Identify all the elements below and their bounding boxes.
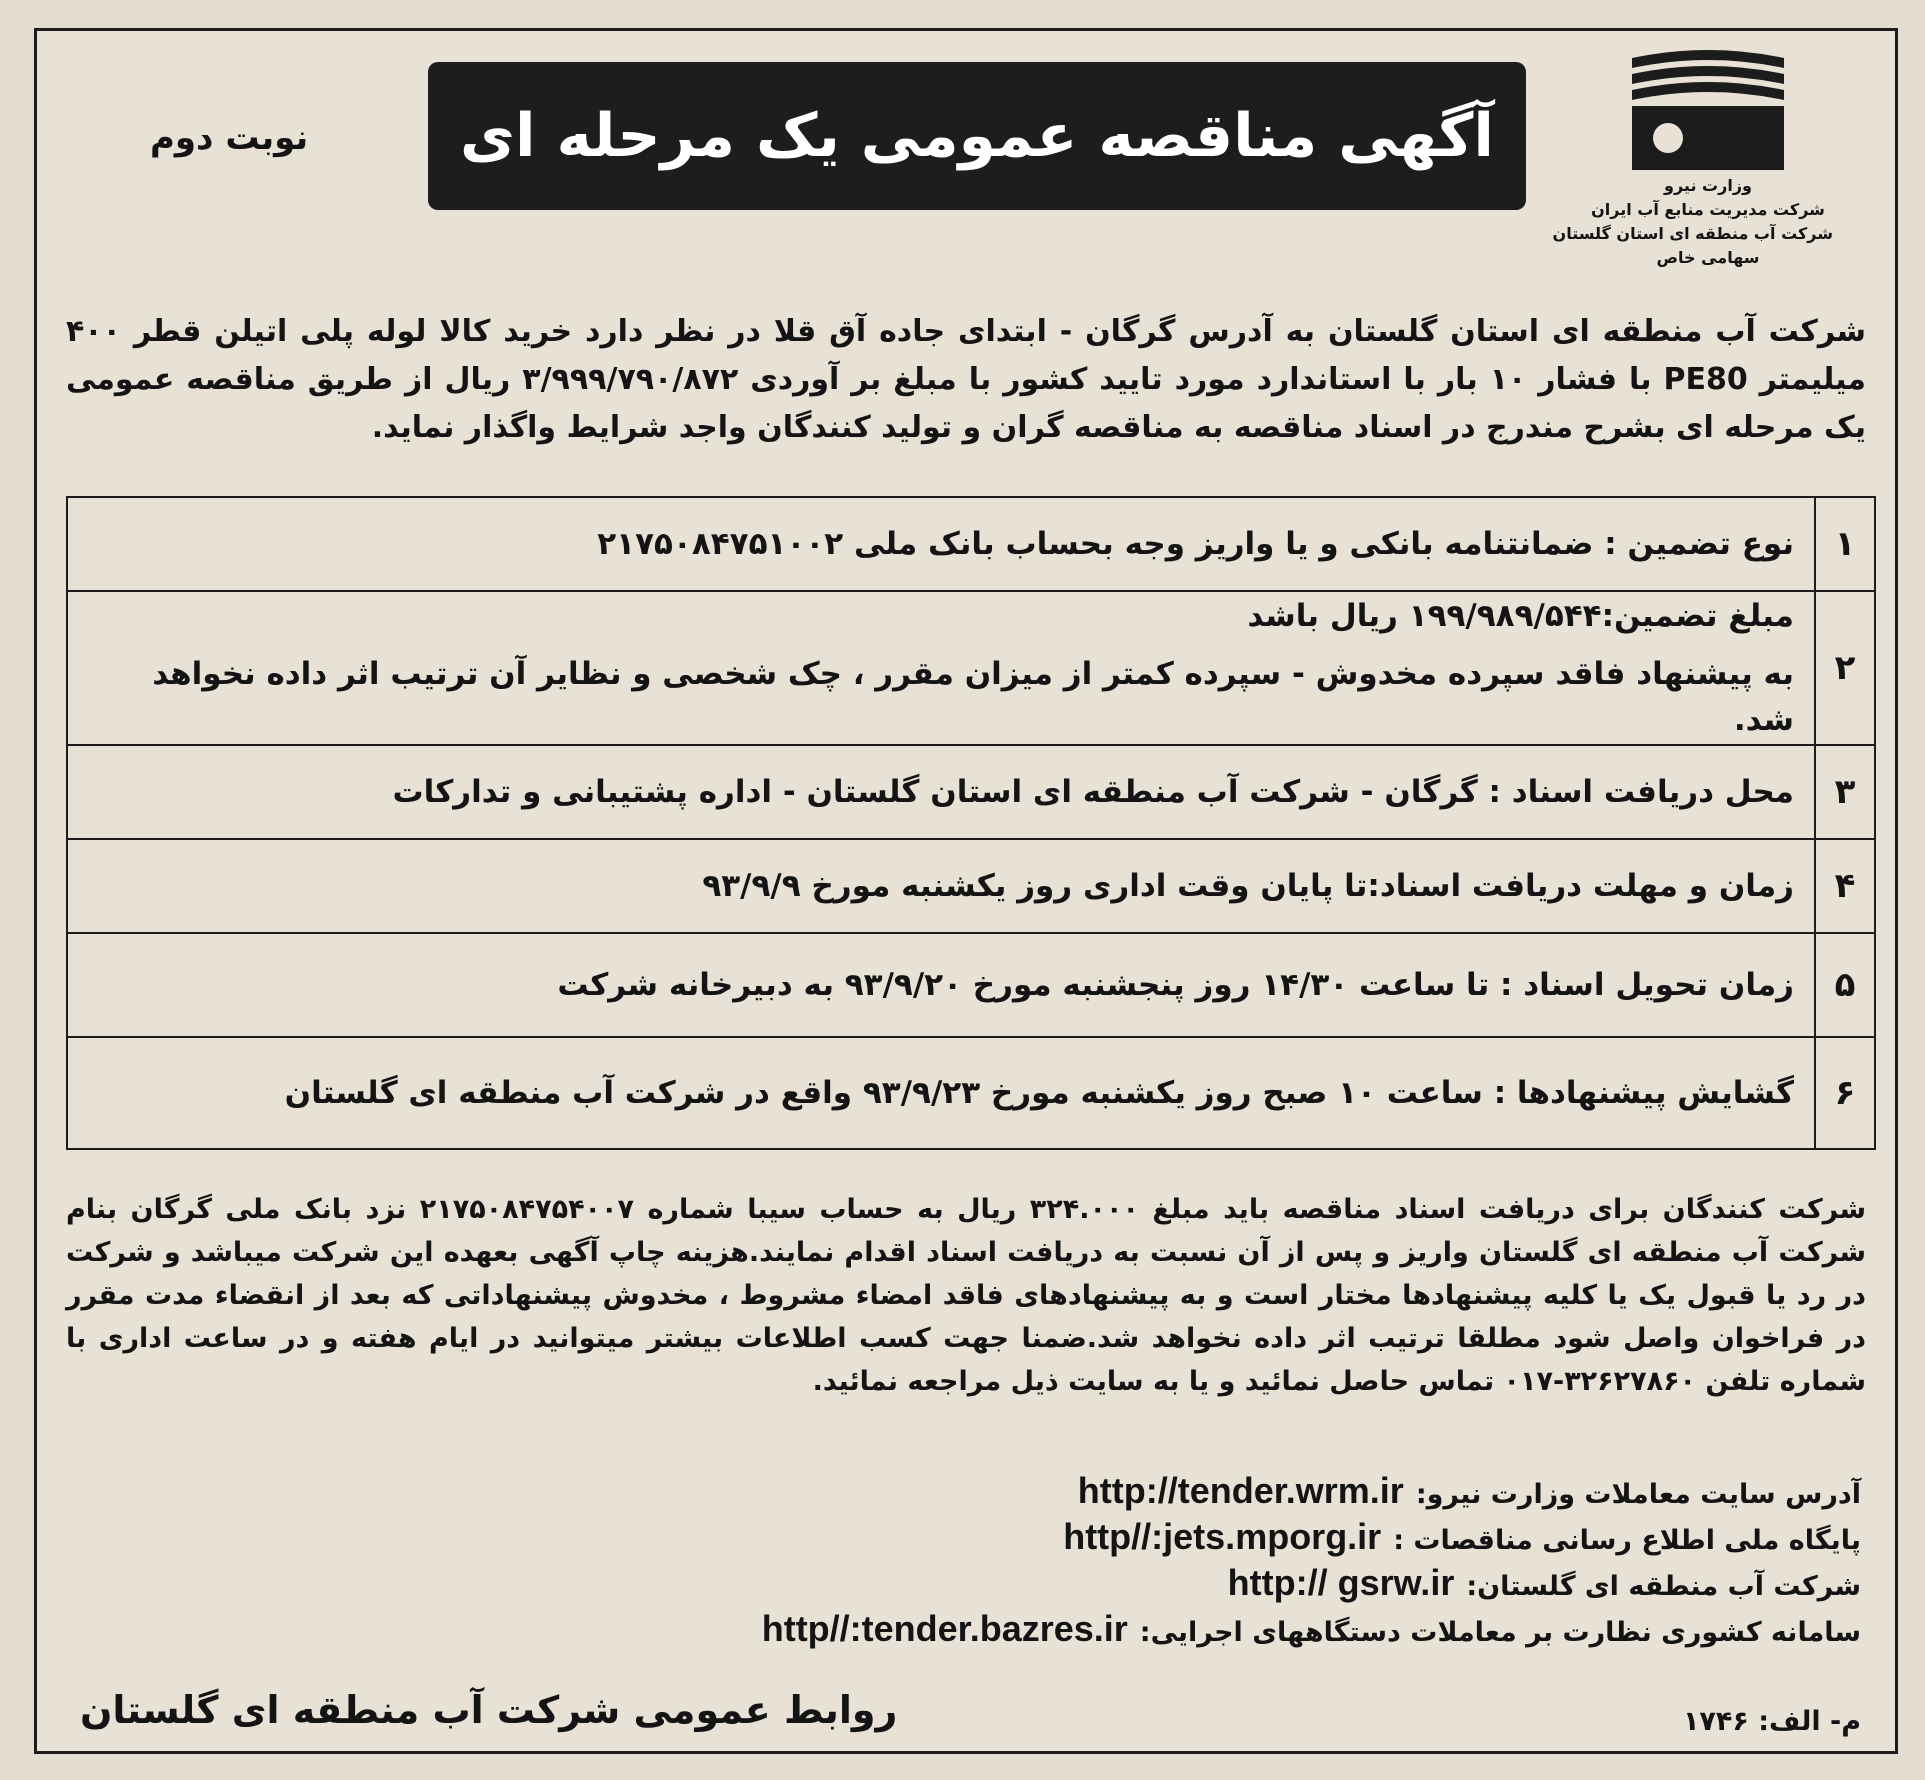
site-label: آدرس سایت معاملات وزارت نیرو: <box>1415 1479 1861 1510</box>
list-item <box>361 1608 1861 1654</box>
table-row <box>68 746 1874 840</box>
row-number: ۶ <box>1814 1038 1874 1148</box>
table-row <box>68 592 1874 746</box>
reference-number: م- الف: ۱۷۴۶ <box>1682 1706 1861 1737</box>
tender-title-banner <box>428 62 1526 210</box>
site-label: پایگاه ملی اطلاع رسانی مناقصات : <box>1393 1525 1861 1556</box>
row-text: مبلغ تضمین:۱۹۹/۹۸۹/۵۴۴ ریال باشد <box>1247 598 1794 634</box>
payment-instructions: شرکت کنندگان برای دریافت اسناد مناقصه باید مبلغ ۳۲۴.۰۰۰ ریال به حساب سیبا شماره ۲۱۷۵۰۸۴۷۵۴۰۰۷ نزد بانک ملی گرگان بنام شرکت آب منطقه ای گلستان واریز و پس از آن نسبت به دریافت اسناد اقدام نمایند.هزینه چاپ آگهی بعهده این شرکت میباشد و شرکت در رد یا قبول یک یا کلیه پیشنهادها مختار است و به پیشنهادهای فاقد امضاء مشروط ، مخدوش پیشنهاداتی که بعد از انقضاء مدت مقرر در فراخوان واصل شود مطلقا ترتیب اثر داده نخواهد شد.ضمنا جهت کسب اطلاعات بیشتر میتوانید در ایام هفته و در ساعت اداری با شماره تلفن ۳۲۶۲۷۸۶۰-۰۱۷ تماس حاصل نمائید و یا به سایت ذیل مراجعه نمائید. <box>66 1194 1867 1397</box>
row-text: محل دریافت اسناد : گرگان - شرکت آب منطقه ای استان گلستان - اداره پشتیبانی و تدارکات <box>392 774 1794 810</box>
row-text: زمان و مهلت دریافت اسناد:تا پایان وقت اداری روز یکشنبه مورخ ۹۳/۹/۹ <box>702 868 1794 904</box>
row-number: ۴ <box>1814 840 1874 932</box>
row-note: به پیشنهاد فاقد سپرده مخدوش - سپرده کمتر از میزان مقرر ، چک شخصی و نظایر آن ترتیب اثر داده نخواهد شد. <box>152 656 1794 738</box>
row-number: ۵ <box>1814 934 1874 1036</box>
table-row <box>68 1038 1874 1148</box>
org-line: وزارت نیرو <box>1664 176 1752 195</box>
site-label: شرکت آب منطقه ای گلستان: <box>1466 1571 1861 1602</box>
ministry-logo-block <box>1552 44 1833 270</box>
table-row <box>68 498 1874 592</box>
intro-paragraph: شرکت آب منطقه ای استان گلستان به آدرس گرگان - ابتدای جاده آق قلا در نظر دارد خرید کالا لوله پلی اتیلن قطر ۴۰۰ میلیمتر PE80 با فشار ۱۰ بار با استاندارد مورد تایید کشور با مبلغ بر آوردی ۳/۹۹۹/۷۹۰/۸۷۲ ریال از طریق مناقصه عمومی یک مرحله ای بشرح مندرج در اسناد مناقصه به مناقصه گران و تولید کنندگان واجد شرایط واگذار نماید. <box>66 314 1867 445</box>
site-label: سامانه کشوری نظارت بر معاملات دستگاههای اجرایی: <box>1139 1617 1861 1648</box>
org-line: شرکت مدیریت منابع آب ایران <box>1591 200 1825 219</box>
row-text: نوع تضمین : ضمانتنامه بانکی و یا واریز وجه بحساب بانک ملی ۲۱۷۵۰۸۴۷۵۱۰۰۲ <box>597 526 1794 562</box>
publication-round: نوبت دوم <box>150 118 309 158</box>
row-number: ۱ <box>1814 498 1874 590</box>
table-row <box>68 934 1874 1038</box>
conditions-table <box>66 496 1876 1150</box>
row-content <box>68 592 1816 744</box>
water-authority-logo <box>1626 44 1790 174</box>
row-text: زمان تحویل اسناد : تا ساعت ۱۴/۳۰ روز پنجشنبه مورخ ۹۳/۹/۲۰ به دبیرخانه شرکت <box>557 967 1794 1003</box>
org-line: سهامی خاص <box>1656 248 1760 267</box>
websites-list <box>361 1470 1861 1654</box>
site-link[interactable]: http://tender.wrm.ir <box>1077 1470 1404 1511</box>
list-item <box>361 1562 1861 1608</box>
site-link[interactable]: http//:tender.bazres.ir <box>761 1608 1128 1649</box>
public-relations-signature: روابط عمومی شرکت آب منطقه ای گلستان <box>80 1688 898 1732</box>
list-item <box>361 1516 1861 1562</box>
row-text: گشایش پیشنهادها : ساعت ۱۰ صبح روز یکشنبه مورخ ۹۳/۹/۲۳ واقع در شرکت آب منطقه ای گلستان <box>284 1075 1794 1111</box>
page-title: آگهی مناقصه عمومی یک مرحله ای <box>460 101 1494 171</box>
list-item <box>361 1470 1861 1516</box>
row-number: ۲ <box>1814 592 1874 744</box>
row-number: ۳ <box>1814 746 1874 838</box>
site-link[interactable]: http:// gsrw.ir <box>1227 1562 1455 1603</box>
table-row <box>68 840 1874 934</box>
org-line: شرکت آب منطقه ای استان گلستان <box>1552 224 1833 243</box>
site-link[interactable]: http//:jets.mporg.ir <box>1063 1516 1382 1557</box>
